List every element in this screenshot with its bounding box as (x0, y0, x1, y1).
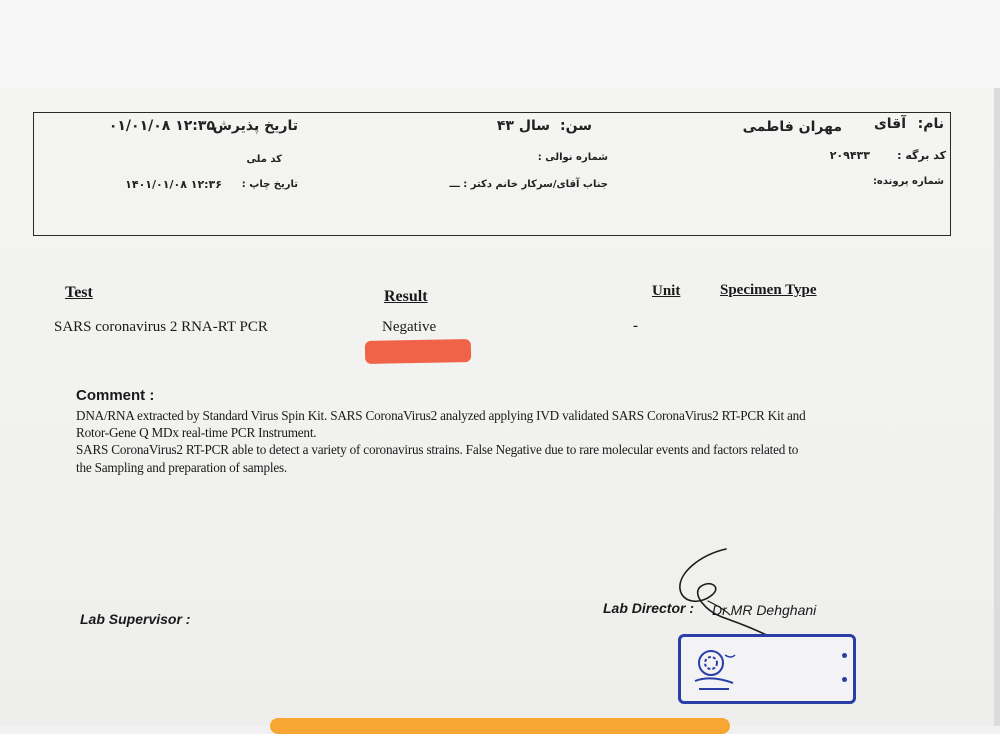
column-header-result: Result (384, 288, 428, 305)
queue-number-label: شماره نوالی : (537, 152, 608, 163)
comment-line: Rotor-Gene Q MDx real-time PCR Instrument. (76, 425, 317, 440)
column-header-test: Test (65, 284, 93, 301)
patient-name: مهران فاطمی (742, 119, 842, 135)
bottom-orange-bar (270, 718, 730, 734)
lab-stamp (678, 634, 856, 704)
name-label: نام: (917, 116, 944, 132)
national-id-label: کد ملی (246, 154, 282, 165)
comment-title: Comment : (76, 387, 155, 404)
lab-director-name: Dr MR Dehghani (712, 602, 817, 618)
stamp-dot (842, 677, 847, 682)
column-header-specimen-type: Specimen Type (720, 282, 817, 298)
sheet-code-value: ۲۰۹۴۳۳ (829, 149, 870, 162)
stamp-dot (842, 653, 847, 658)
patient-title: آقای (873, 116, 906, 132)
file-number-label: شماره پرونده: (872, 176, 944, 187)
comment-line: the Sampling and preparation of samples. (76, 460, 288, 475)
top-blank-area (0, 0, 1000, 88)
sheet-code-label: کد برگه : (897, 149, 946, 162)
comment-line: DNA/RNA extracted by Standard Virus Spin Kit. SARS CoronaVirus2 analyzed applying IVD validated SARS CoronaVirus2 RT-PCR Kit and (76, 408, 806, 423)
age-value: سال ۴۳ (496, 118, 550, 134)
comment-line: SARS CoronaVirus2 RT-PCR able to detect a variety of coronavirus strains. False Negative due to rare molecular events and factors related to (76, 442, 799, 457)
unit-value: - (633, 318, 638, 334)
result-highlight-mark (365, 339, 471, 364)
lab-supervisor-label: Lab Supervisor : (80, 611, 191, 627)
result-value: Negative (382, 319, 437, 335)
admission-date-label: تاریخ پذیرش (212, 118, 298, 134)
paper-edge (994, 88, 1000, 726)
test-name: SARS coronavirus 2 RNA-RT PCR (54, 319, 268, 335)
print-date-label: تاریخ چاپ : (241, 179, 298, 190)
lab-director-label: Lab Director : (603, 600, 695, 616)
column-header-unit: Unit (652, 283, 681, 299)
admission-date-value: ۰۱/۰۱/۰۸ ۱۲:۳۵ (108, 118, 215, 134)
print-date-value: ۱۴۰۱/۰۱/۰۸ ۱۲:۳۶ (125, 178, 222, 191)
stamp-emblem-icon (689, 645, 743, 695)
referring-doctor-label: جناب آقای/سرکار خانم دکتر : ـــ (449, 179, 608, 190)
age-label: سن: (560, 118, 592, 134)
